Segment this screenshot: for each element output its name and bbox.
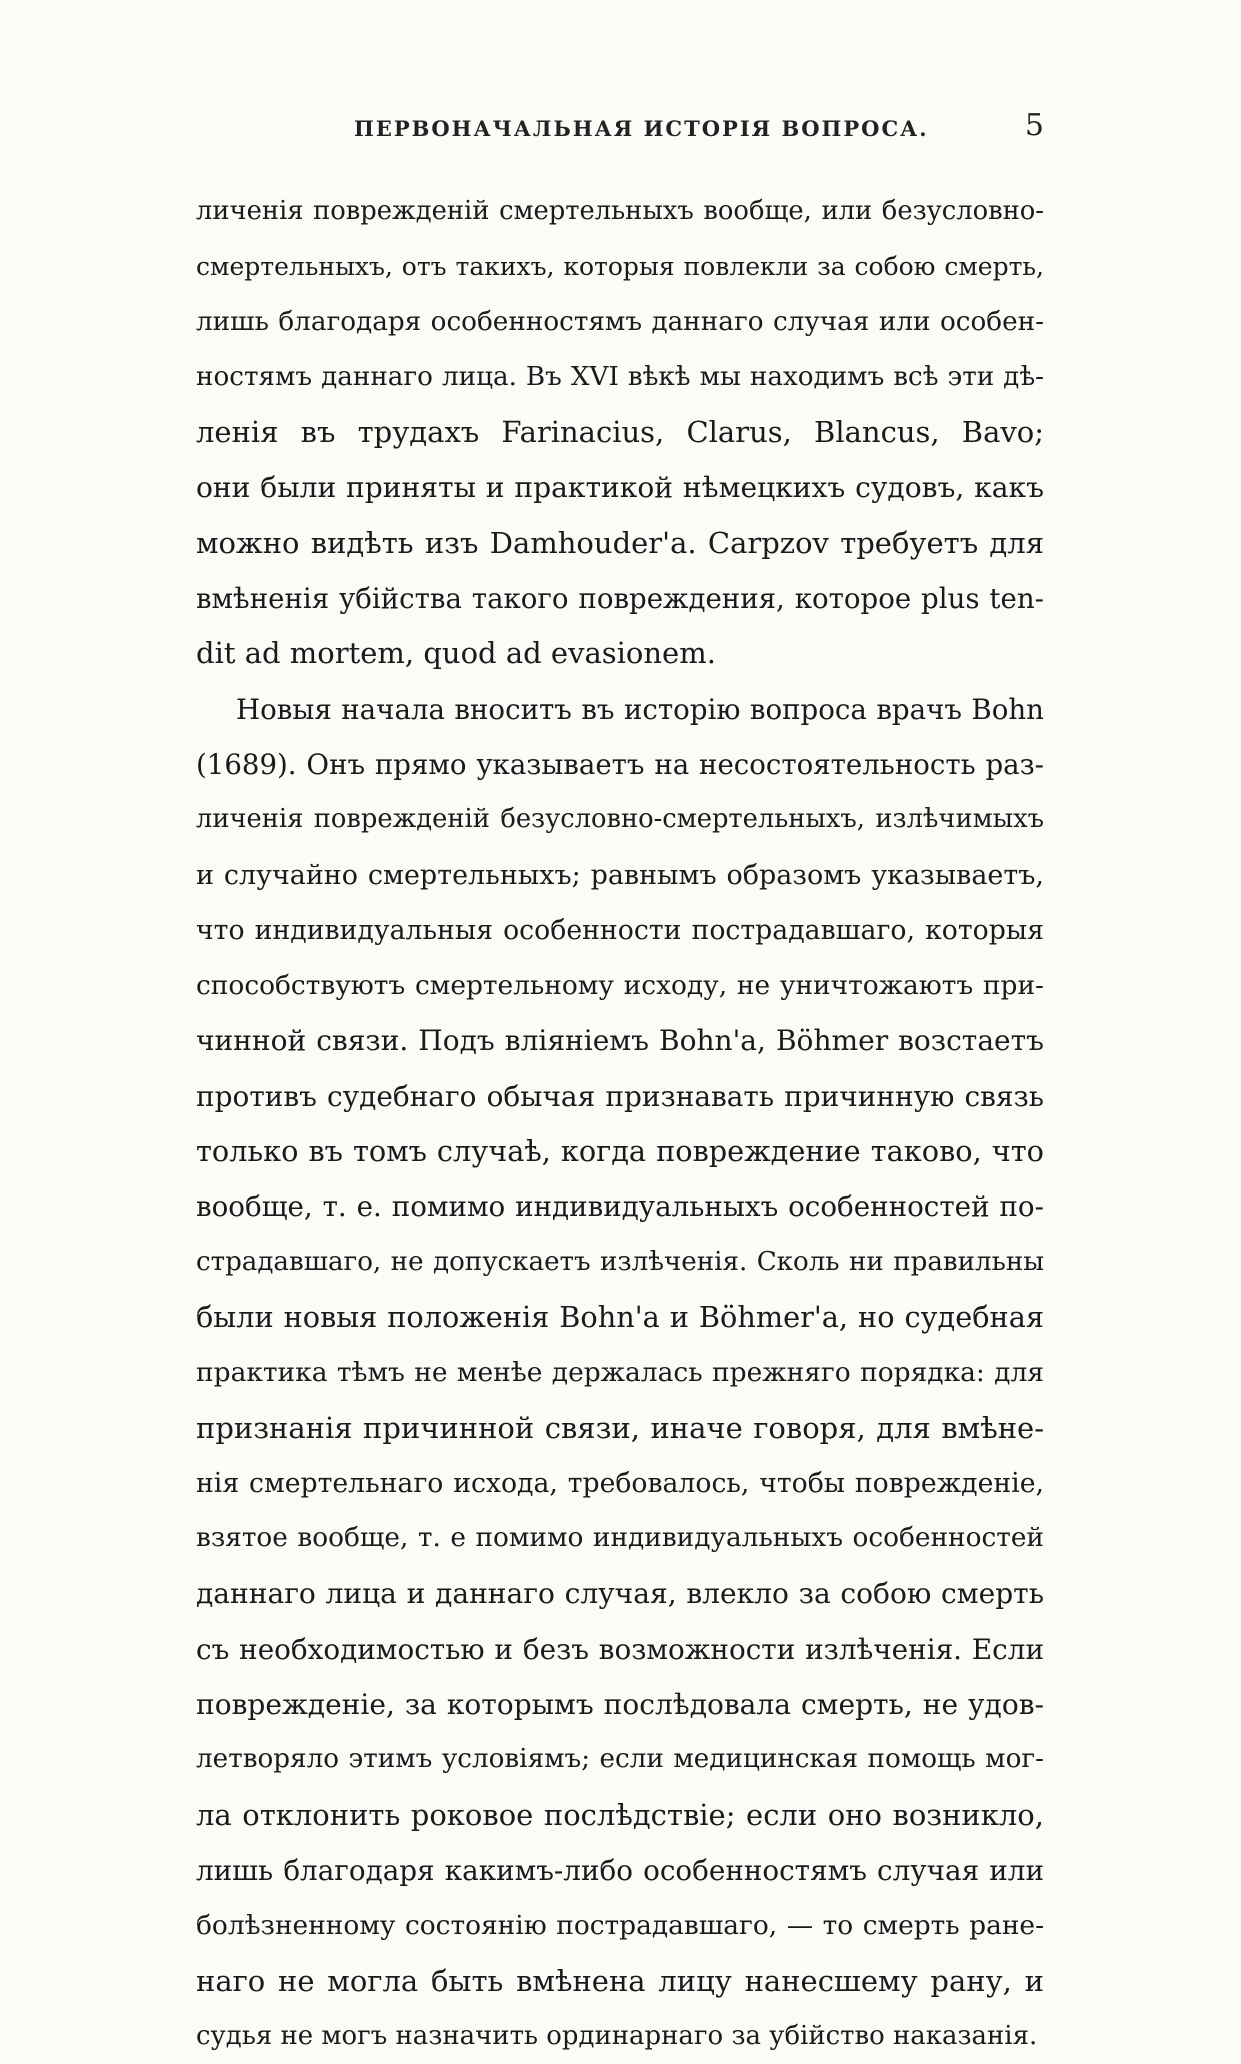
text-line: лишь благодаря особенностямъ даннаго случая или особен- — [196, 306, 1044, 337]
text-line: ностямъ даннаго лица. Въ XVI вѣкѣ мы находимъ всѣ эти дѣ- — [196, 361, 1044, 392]
paragraph-end-line: судья не могъ назначить ординарнаго за убійство наказанія. — [196, 2020, 1038, 2051]
text-line: болѣзненному состоянію пострадавшаго, — то смерть ранe- — [196, 1910, 1044, 1942]
page-number: 5 — [1024, 108, 1044, 143]
text-line: признанія причинной связи, иначе говоря, для вмѣне- — [196, 1410, 1044, 1445]
text-line: только въ томъ случаѣ, когда повреждение таково, что — [196, 1134, 1044, 1169]
body-text — [196, 184, 1044, 2064]
text-line: нія смертельнаго исхода, требовалось, чтобы поврежденіе, — [196, 1467, 1044, 1499]
text-line: практика тѣмъ не менѣе держалась прежняго порядка: для — [196, 1357, 1044, 1389]
text-line: они были приняты и практикой нѣмецкихъ судовъ, какъ — [196, 471, 1044, 505]
text-line: ла отклонить роковое послѣдствіе; если оно возникло, — [196, 1797, 1044, 1832]
text-line: летворяло этимъ условіямъ; если медицинская помощь мог- — [196, 1744, 1044, 1775]
text-line: (1689). Онъ прямо указываетъ на несостоятельность раз- — [196, 747, 1044, 781]
text-line: можно видѣть изъ Damhouder'а. Carpzov требуетъ для — [196, 525, 1044, 560]
text-line: вмѣненія убійства такого повреждения, которое plus ten- — [196, 582, 1044, 616]
text-line: наго не могла быть вмѣнена лицу нанесшему рану, и — [196, 1963, 1044, 1998]
running-head — [196, 108, 1044, 148]
text-line: были новыя положенія Bohn'а и Böhmer'а, но судебная — [196, 1299, 1044, 1334]
text-line: смертельныхъ, отъ такихъ, которыя повлекли за собою смерть, — [196, 252, 1044, 282]
text-line: и случайно смертельныхъ; равнымъ образомъ указываетъ, — [196, 859, 1044, 891]
text-line: что индивидуальныя особенности пострадавшаго, которыя — [196, 914, 1044, 946]
text-line: чинной связи. Подъ вліяніемъ Bohn'а, Böhmer возстаетъ — [196, 1024, 1044, 1058]
text-line: поврежденіе, за которымъ послѣдовала смерть, не удов- — [196, 1688, 1044, 1722]
paragraph-end-line: dit ad mortem, quod ad evasionem. — [196, 636, 716, 671]
running-title: ПЕРВОНАЧАЛЬНАЯ ИСТОРІЯ ВОПРОСА. — [354, 116, 929, 141]
text-line: противъ судебнаго обычая признавать причинную связь — [196, 1079, 1044, 1113]
text-line: страдавшаго, не допускаетъ излѣченія. Сколь ни правильны — [196, 1246, 1044, 1277]
text-line: съ необходимостью и безъ возможности излѣченія. Если — [196, 1632, 1044, 1666]
text-line: ленія въ трудахъ Farinacius, Clarus, Blancus, Bavo; — [196, 415, 1044, 450]
text-line: даннаго лица и даннаго случая, влекло за собою смерть — [196, 1577, 1044, 1611]
text-line: лишь благодаря какимъ-либо особенностямъ случая или — [196, 1853, 1044, 1887]
text-line: личенія поврежденій безусловно-смертельныхъ, излѣчимыхъ — [196, 804, 1044, 835]
text-line: взятое вообще, т. е помимо индивидуальныхъ особенностей — [196, 1523, 1044, 1554]
text-line: способствуютъ смертельному исходу, не уничтожаютъ при- — [196, 970, 1044, 1002]
text-line: личенія поврежденій смертельныхъ вообще, или безусловно- — [196, 196, 1044, 226]
paragraph-start-line: Новыя начала вноситъ въ исторію вопроса врачъ Bohn — [236, 692, 1044, 726]
text-line: вообще, т. е. помимо индивидуальныхъ особенностей по- — [196, 1190, 1044, 1224]
